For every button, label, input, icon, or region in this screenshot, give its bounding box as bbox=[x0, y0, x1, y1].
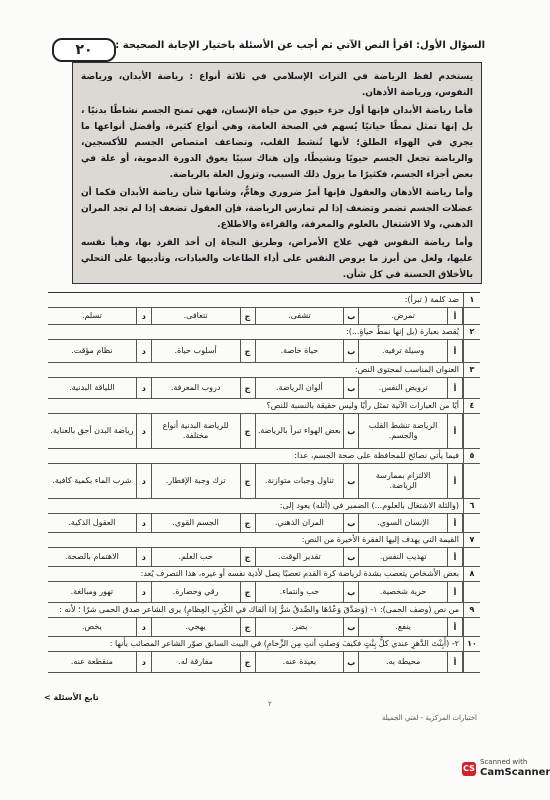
answer-option[interactable] bbox=[359, 340, 463, 362]
question-text: (والثلة الاشتغال بالعلوم...) الضمير في (أثله) يعود إلى: bbox=[279, 501, 459, 510]
answer-option[interactable] bbox=[152, 464, 256, 498]
option-letter: ج bbox=[240, 340, 256, 362]
passage-paragraph: يستخدم لفظ الرياضة في التراث الإسلامي في ثلاثة أنواع : رياضة الأبدان، ورياضة النفوس، ورياضة الأذهان. bbox=[81, 72, 473, 98]
answer-option[interactable] bbox=[48, 514, 152, 532]
question-row bbox=[48, 533, 480, 548]
question-text: يُقصد بعبارة (بل إنها نمطٌ حياةٍ...): bbox=[346, 327, 459, 336]
option-text: اللياقة البدنية. bbox=[69, 383, 115, 392]
option-letter: د bbox=[136, 378, 152, 398]
option-letter: ب bbox=[343, 514, 359, 532]
option-letter: د bbox=[136, 582, 152, 602]
question-text: القيمة التي يهدف إليها الفقرة الأخيرة من النص: bbox=[301, 535, 459, 544]
option-text: يضر. bbox=[291, 622, 308, 631]
answer-option[interactable] bbox=[48, 548, 152, 566]
option-text: تناول وجبات متوازنة. bbox=[264, 476, 334, 485]
option-text: تهور ومبالغة. bbox=[70, 587, 114, 596]
option-text: المران الذهني. bbox=[274, 518, 324, 527]
question-number: ٩ bbox=[463, 603, 480, 617]
option-letter: ج bbox=[240, 582, 256, 602]
answer-option[interactable] bbox=[48, 618, 152, 636]
publisher-label: اختبارات المركزية - لغتي الجميلة bbox=[381, 714, 477, 722]
option-letter: ب bbox=[343, 464, 359, 498]
question-number: ٤ bbox=[463, 399, 480, 413]
options-row-spacer bbox=[463, 582, 480, 602]
option-text: ترك وجبة الإفطار. bbox=[165, 476, 226, 485]
option-text: دروب المعرفة. bbox=[170, 383, 221, 392]
options-row bbox=[48, 582, 480, 603]
option-letter: د bbox=[136, 618, 152, 636]
option-letter: د bbox=[136, 464, 152, 498]
option-letter: أ bbox=[447, 652, 463, 672]
option-letter: أ bbox=[447, 340, 463, 362]
answer-option[interactable] bbox=[359, 548, 463, 566]
passage-paragraph: وأما رياضة الأذهان والعقول فإنها أمرٌ ضروري وهامٌّ، وشأنها شأن رياضة الأبدان فكما أن عضلات الجسم تضمر وتضعف إذا لم تمارس الرياضة، فإن العقول تضعف إذا لم تجد المران الذهني، ولا الاشتغال بالعلوم والمعرفة، والقراءة والاطلاع. bbox=[81, 188, 473, 230]
answer-option[interactable] bbox=[256, 548, 360, 566]
answer-option[interactable] bbox=[256, 308, 360, 324]
question-text: ٢- (أَبِنْتَ الدَّهرِ عندي كلُّ بِنْتٍ فكيفَ وَصلتِ أنتِ مِن الزِّحامِ) في البيت السابق صوّر الشاعر المصائب بأنها : bbox=[109, 639, 459, 648]
options-row bbox=[48, 548, 480, 567]
answer-option[interactable] bbox=[152, 378, 256, 398]
option-text: بعض الهواء تبرأ بالرياضة. bbox=[257, 426, 341, 435]
option-text: الرياضة تنشط القلب والجسم. bbox=[368, 421, 438, 440]
option-text: تشفى. bbox=[288, 311, 311, 320]
continue-label: تابع الأسئلة > bbox=[44, 693, 99, 702]
options-row bbox=[48, 464, 480, 499]
option-letter: ج bbox=[240, 514, 256, 532]
option-letter: أ bbox=[447, 378, 463, 398]
question-text: من نص (وصف الحمى): ١- (وَصَدَّقَ وَعْدُهَا والصِّدقُ شرٌّ إذا ألقاك في الكُرَبِ العِظامِ) يرى الشاعر صدق الحمى شرًا ؛ لأنه : bbox=[59, 605, 459, 614]
question-row bbox=[48, 567, 480, 582]
options-row bbox=[48, 308, 480, 325]
option-text: حب وانتماء. bbox=[279, 587, 320, 596]
option-text: تمرض. bbox=[391, 311, 415, 320]
option-letter: ب bbox=[343, 652, 359, 672]
option-letter: ج bbox=[240, 414, 256, 448]
answer-option[interactable] bbox=[48, 464, 152, 498]
option-letter: ب bbox=[343, 618, 359, 636]
question-row bbox=[48, 363, 480, 378]
reading-passage bbox=[72, 62, 482, 284]
options-row-spacer bbox=[463, 618, 480, 636]
option-text: أسلوب حياة. bbox=[174, 346, 217, 355]
option-text: ينفع. bbox=[395, 622, 411, 631]
option-text: محيطة به. bbox=[385, 657, 421, 666]
question-number: ٦ bbox=[463, 499, 480, 513]
answer-option[interactable] bbox=[152, 652, 256, 672]
answer-option[interactable] bbox=[256, 378, 360, 398]
option-text: الجسم القوي. bbox=[172, 518, 219, 527]
option-text: ألوان الرياضة. bbox=[275, 383, 323, 392]
question-number: ٥ bbox=[463, 449, 480, 463]
answer-option[interactable] bbox=[359, 378, 463, 398]
question-title: السؤال الأول: اقرأ النص الآتي ثم أجب عن الأسئلة باختيار الإجابة الصحيحة : bbox=[115, 40, 485, 51]
question-text: العنوان المناسب لمحتوى النص: bbox=[354, 365, 459, 374]
answer-option[interactable] bbox=[152, 308, 256, 324]
option-letter: ب bbox=[343, 582, 359, 602]
answer-option[interactable] bbox=[359, 514, 463, 532]
answer-option[interactable] bbox=[256, 414, 360, 448]
options-row bbox=[48, 618, 480, 637]
option-letter: أ bbox=[447, 464, 463, 498]
option-letter: ج bbox=[240, 652, 256, 672]
page-number: ٢ bbox=[268, 700, 272, 708]
options-row bbox=[48, 652, 480, 673]
option-text: بعيدة عنه. bbox=[282, 657, 317, 666]
option-text: حب العلم. bbox=[178, 552, 213, 561]
option-text: تهذيب النفس. bbox=[379, 552, 427, 561]
question-row bbox=[48, 293, 480, 308]
answer-option[interactable] bbox=[48, 582, 152, 602]
option-text: الإنسان السوي. bbox=[377, 518, 429, 527]
option-letter: د bbox=[136, 340, 152, 362]
option-text: شرب الماء بكمية كافية. bbox=[52, 476, 132, 485]
answer-option[interactable] bbox=[152, 340, 256, 362]
answer-option[interactable] bbox=[256, 652, 360, 672]
question-row bbox=[48, 637, 480, 652]
option-letter: ب bbox=[343, 340, 359, 362]
answer-option[interactable] bbox=[359, 464, 463, 498]
question-row bbox=[48, 399, 480, 414]
option-letter: أ bbox=[447, 414, 463, 448]
options-row bbox=[48, 514, 480, 533]
answer-option[interactable] bbox=[152, 582, 256, 602]
answer-option[interactable] bbox=[256, 340, 360, 362]
scanned-with-label: Scanned with bbox=[480, 758, 528, 766]
question-number: ١٠ bbox=[463, 637, 480, 651]
question-row bbox=[48, 449, 480, 464]
answer-option[interactable] bbox=[256, 514, 360, 532]
answer-option[interactable] bbox=[256, 582, 360, 602]
answer-option[interactable] bbox=[48, 652, 152, 672]
option-letter: ج bbox=[240, 378, 256, 398]
options-row-spacer bbox=[463, 514, 480, 532]
question-text: بعض الأشخاص يتعصب بشدة لرياضة كرة القدم تعصبًا يصل لأذية نفسه أو غيره، هذا التصرف يُعد: bbox=[140, 569, 459, 578]
question-text: أيًا من العبارات الآتية تمثل رأيًا وليس حقيقة بالنسبة للنص؟ bbox=[266, 401, 459, 410]
option-letter: ج bbox=[240, 618, 256, 636]
answer-option[interactable] bbox=[359, 582, 463, 602]
option-text: الاهتمام بالصحة. bbox=[64, 552, 119, 561]
answer-option[interactable] bbox=[359, 652, 463, 672]
camscanner-logo-icon: CS bbox=[462, 762, 476, 776]
question-number: ٧ bbox=[463, 533, 480, 547]
camscanner-watermark bbox=[462, 758, 550, 782]
answer-option[interactable] bbox=[48, 308, 152, 324]
options-row-spacer bbox=[463, 340, 480, 362]
option-text: للرياضة البدنية أنواع مختلفة. bbox=[162, 421, 229, 440]
question-row bbox=[48, 325, 480, 340]
option-text: مفارقة له. bbox=[178, 657, 213, 666]
options-row-spacer bbox=[463, 464, 480, 498]
option-letter: أ bbox=[447, 582, 463, 602]
option-text: نظام مؤقت. bbox=[71, 346, 113, 355]
option-text: يخص. bbox=[82, 622, 102, 631]
option-text: حياة خاصة. bbox=[280, 346, 319, 355]
grade-box: ٢٠ bbox=[52, 38, 116, 62]
question-row bbox=[48, 603, 480, 618]
answer-option[interactable] bbox=[48, 414, 152, 448]
option-letter: د bbox=[136, 514, 152, 532]
questions-table bbox=[48, 292, 480, 673]
question-row bbox=[48, 499, 480, 514]
question-number: ٢ bbox=[463, 325, 480, 339]
option-letter: ج bbox=[240, 464, 256, 498]
answer-option[interactable] bbox=[48, 378, 152, 398]
option-letter: ب bbox=[343, 414, 359, 448]
answer-option[interactable] bbox=[359, 308, 463, 324]
answer-option[interactable] bbox=[256, 464, 360, 498]
passage-paragraph: وأما رياضة النفوس فهي علاج الأمراض، وطريق النجاة إن أخذ الفرد بها، وهيأ نفسه عليها، ولعل من أبرز ما يروض النفس على أداء الطاعات والعبادات، وتأديبها على التحلي بالأخلاق الحسنة في كل شأن. bbox=[81, 238, 473, 280]
answer-option[interactable] bbox=[359, 618, 463, 636]
question-text: ضد كلمة ( تبرأ): bbox=[404, 295, 459, 304]
options-row-spacer bbox=[463, 414, 480, 448]
options-row-spacer bbox=[463, 652, 480, 672]
options-row bbox=[48, 414, 480, 449]
option-letter: ب bbox=[343, 308, 359, 324]
question-number: ٣ bbox=[463, 363, 480, 377]
option-text: رياضة البدن أحق بالعناية. bbox=[50, 426, 134, 435]
option-letter: ب bbox=[343, 378, 359, 398]
option-text: وسيلة ترفيه. bbox=[382, 346, 425, 355]
options-row-spacer bbox=[463, 548, 480, 566]
option-letter: ب bbox=[343, 548, 359, 566]
options-row-spacer bbox=[463, 378, 480, 398]
option-text: ترويض النفس. bbox=[378, 383, 428, 392]
options-row bbox=[48, 340, 480, 363]
question-text: فيما يأتي نصائح للمحافظة على صحة الجسم، عدا: bbox=[294, 451, 459, 460]
option-letter: ج bbox=[240, 548, 256, 566]
options-row-spacer bbox=[463, 308, 480, 324]
option-letter: ج bbox=[240, 308, 256, 324]
answer-option[interactable] bbox=[359, 414, 463, 448]
option-letter: أ bbox=[447, 548, 463, 566]
option-text: يهجي. bbox=[185, 622, 206, 631]
answer-option[interactable] bbox=[152, 548, 256, 566]
question-number: ١ bbox=[463, 293, 480, 307]
option-text: تسلم. bbox=[81, 311, 102, 320]
option-letter: أ bbox=[447, 514, 463, 532]
option-letter: د bbox=[136, 548, 152, 566]
option-letter: د bbox=[136, 652, 152, 672]
option-text: منقطعة عنه. bbox=[70, 657, 113, 666]
answer-option[interactable] bbox=[256, 618, 360, 636]
answer-option[interactable] bbox=[48, 340, 152, 362]
option-letter: د bbox=[136, 414, 152, 448]
option-letter: أ bbox=[447, 618, 463, 636]
option-text: حرية شخصية. bbox=[379, 587, 427, 596]
option-text: رقي وحضارة. bbox=[172, 587, 219, 596]
options-row bbox=[48, 378, 480, 399]
option-text: الالتزام بممارسة الرياضة. bbox=[375, 471, 431, 490]
camscanner-brand: CamScanner bbox=[480, 767, 550, 778]
option-letter: أ bbox=[447, 308, 463, 324]
option-text: العقول الذكية. bbox=[68, 518, 116, 527]
answer-option[interactable] bbox=[152, 514, 256, 532]
option-text: تتعافى. bbox=[183, 311, 208, 320]
answer-option[interactable] bbox=[152, 414, 256, 448]
option-letter: د bbox=[136, 308, 152, 324]
passage-paragraph: فأما رياضة الأبدان فإنها أول جزء حيوي من حياة الإنسان، فهي تمنح الجسم نشاطًا بدنيًا ، بل إنها تمثل نمطًا حياتيًا يُسهم في الصحة العامة، وهي أنواع كثيرة، وأفضل أنواعها ما يجري في الهواء الطلق؛ لأنها تُنشط القلب، وتضاعف امتصاص الجسم للأكسجين، والرياضة تجعل الجسم حيويًا ونشيطًا، وإن هناك سببًا يعوق الدورة الدموية، أو علة في بعض أجزاء الجسم، فكثيرًا ما يزول ذلك السبب، وتزول العلة بالرياضة. bbox=[81, 106, 473, 180]
option-text: تقدير الوقت. bbox=[278, 552, 321, 561]
question-number: ٨ bbox=[463, 567, 480, 581]
answer-option[interactable] bbox=[152, 618, 256, 636]
